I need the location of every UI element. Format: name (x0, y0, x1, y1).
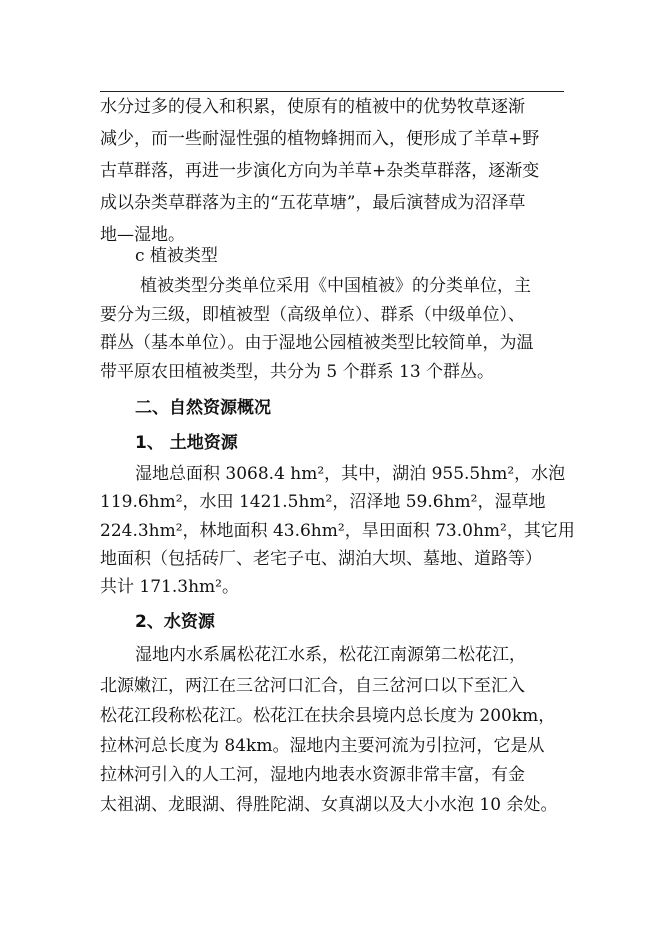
body-text-line: 拉林河引入的人工河，湿地内地表水资源非常丰富，有金 (100, 765, 525, 785)
section-heading-natural-resources: 二、自然资源概况 (135, 398, 271, 418)
body-text-line: 带平原农田植被类型，共分为 5 个群系 13 个群丛。 (100, 362, 495, 382)
body-text-line: 共计 171.3hm²。 (100, 577, 239, 597)
header-rule (100, 91, 564, 92)
body-text-line: 地面积（包括砖厂、老宅子屯、湖泊大坝、墓地、道路等） (100, 549, 542, 569)
body-text-line: 水分过多的侵入和积累，使原有的植被中的优势牧草逐渐 (100, 97, 525, 117)
body-text-line: 要分为三级，即植被型（高级单位）、群系（中级单位）、 (100, 305, 525, 325)
body-text-line: 湿地内水系属松花江水系，松花江南源第二松花江， (135, 645, 526, 665)
body-text-line: 拉林河总长度为 84km。湿地内主要河流为引拉河，它是从 (100, 736, 545, 756)
body-text-line: 古草群落，再进一步演化方向为羊草+杂类草群落，逐渐变 (100, 161, 540, 181)
body-text-line: 地—湿地。 (100, 225, 185, 245)
subsection-heading-water: 2、水资源 (135, 612, 215, 632)
body-text-line: 松花江段称松花江。松花江在扶余县境内总长度为 200km， (100, 706, 556, 726)
body-text-line: 植被类型分类单位采用《中国植被》的分类单位，主 (140, 276, 531, 296)
body-text-line: 成以杂类草群落为主的“五花草塘”，最后演替成为沼泽草 (100, 193, 526, 213)
body-text-line: 减少，而一些耐湿性强的植物蜂拥而入，便形成了羊草+野 (100, 129, 540, 149)
subheading-vegetation-types: c 植被类型 (135, 246, 218, 266)
body-text-line: 北源嫩江，两江在三岔河口汇合，自三岔河口以下至汇入 (100, 676, 525, 696)
body-text-line: 119.6hm²，水田 1421.5hm²，沼泽地 59.6hm²，湿草地 (100, 492, 546, 512)
body-text-line: 群丛（基本单位）。由于湿地公园植被类型比较简单，为温 (100, 333, 534, 353)
subsection-heading-land: 1、 土地资源 (135, 433, 238, 453)
body-text-line: 224.3hm²，林地面积 43.6hm²，旱田面积 73.0hm²，其它用 (100, 521, 575, 541)
body-text-line: 湿地总面积 3068.4 hm²，其中，湖泊 955.5hm²，水泡 (135, 464, 566, 484)
body-text-line: 太祖湖、龙眼湖、得胜陀湖、女真湖以及大小水泡 10 余处。 (100, 795, 558, 815)
